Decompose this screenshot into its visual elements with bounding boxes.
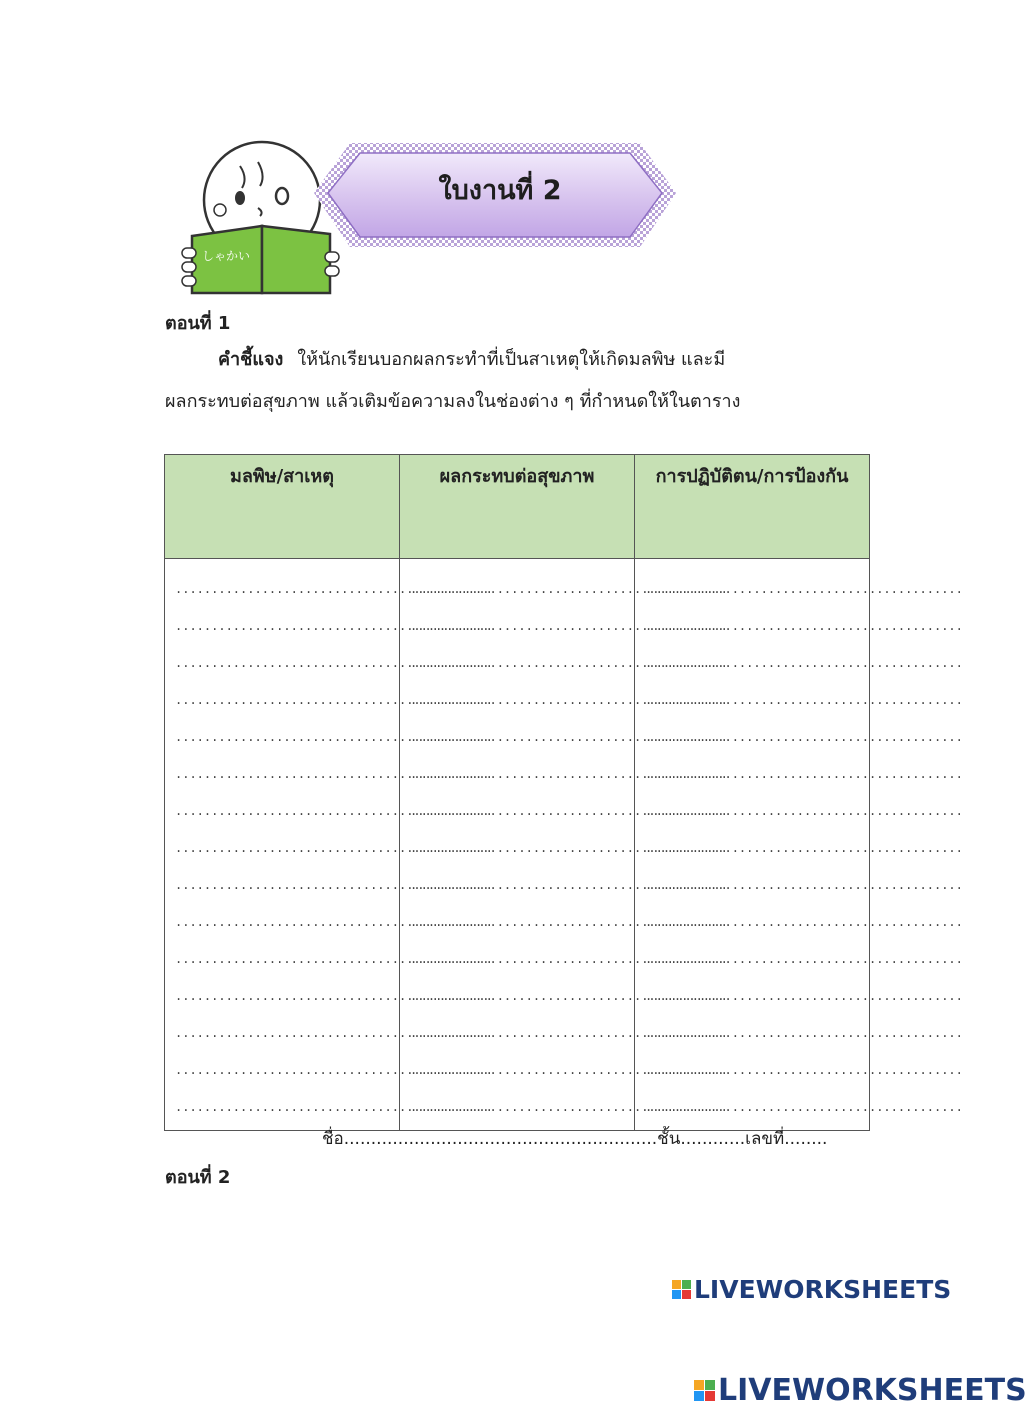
instruction-text-1: ให้นักเรียนบอกผลกระทำที่เป็นสาเหตุให้เกิดมลพิษ และมี	[297, 349, 726, 370]
dotted-answer-line[interactable]: ............................................	[645, 730, 963, 744]
liveworksheets-logo-icon	[672, 1280, 691, 1299]
dotted-answer-line[interactable]: ............................................	[410, 619, 728, 633]
answer-table	[164, 454, 963, 1131]
dotted-answer-line[interactable]: ............................................	[645, 767, 963, 781]
liveworksheets-logo	[672, 1275, 951, 1304]
dotted-lines	[645, 571, 963, 1126]
dotted-answer-line[interactable]: ............................................	[175, 693, 493, 707]
column-header-pollution-cause: มลพิษ/สาเหตุ	[165, 455, 400, 559]
dotted-lines	[410, 571, 728, 1126]
answer-cell-prevention[interactable]	[635, 559, 963, 1131]
answer-cell-health-impact[interactable]	[400, 559, 728, 1131]
dotted-answer-line[interactable]: ............................................	[410, 730, 728, 744]
liveworksheets-watermark	[694, 1373, 1027, 1408]
dotted-answer-line[interactable]: ............................................	[645, 989, 963, 1003]
dotted-answer-line[interactable]: ............................................	[645, 619, 963, 633]
dotted-answer-line[interactable]: ............................................	[645, 1100, 963, 1114]
answer-row	[165, 559, 870, 1131]
dotted-answer-line[interactable]: ............................................	[175, 730, 493, 744]
dotted-answer-line[interactable]: ............................................	[175, 915, 493, 929]
dotted-answer-line[interactable]: ............................................	[175, 841, 493, 855]
dotted-answer-line[interactable]: ............................................	[410, 693, 728, 707]
dotted-answer-line[interactable]: ............................................	[645, 656, 963, 670]
instruction-line-2: ผลกระทบต่อสุขภาพ แล้วเติมข้อความลงในช่องต่าง ๆ ที่กำหนดให้ในตาราง	[165, 391, 741, 412]
dotted-answer-line[interactable]: ............................................	[645, 693, 963, 707]
dotted-answer-line[interactable]: ............................................	[175, 804, 493, 818]
instruction-line-1	[218, 344, 725, 373]
column-header-prevention: การปฏิบัติตน/การป้องกัน	[635, 455, 870, 559]
dotted-answer-line[interactable]: ............................................	[410, 767, 728, 781]
dotted-answer-line[interactable]: ............................................	[175, 1063, 493, 1077]
part1-heading: ตอนที่ 1	[165, 313, 231, 334]
dotted-answer-line[interactable]: ............................................	[645, 915, 963, 929]
liveworksheets-logo-text: LIVEWORKSHEETS	[694, 1275, 952, 1304]
instruction-label: คำชี้แจง	[218, 349, 284, 370]
dotted-answer-line[interactable]: ............................................	[175, 1100, 493, 1114]
dotted-answer-line[interactable]: ............................................	[410, 915, 728, 929]
dotted-answer-line[interactable]: ............................................	[175, 582, 493, 596]
dotted-answer-line[interactable]: ............................................	[645, 841, 963, 855]
child-left-eye	[235, 191, 245, 205]
book-cover-text: しゃかい	[202, 249, 251, 263]
answer-cell-pollution-cause[interactable]	[165, 559, 493, 1131]
dotted-answer-line[interactable]: ............................................	[175, 952, 493, 966]
dotted-answer-line[interactable]: ............................................	[175, 656, 493, 670]
dotted-answer-line[interactable]: ............................................	[410, 878, 728, 892]
dotted-answer-line[interactable]: ............................................	[645, 582, 963, 596]
dotted-answer-line[interactable]: ............................................	[175, 619, 493, 633]
dotted-answer-line[interactable]: ............................................	[645, 804, 963, 818]
dotted-answer-line[interactable]: ............................................	[175, 767, 493, 781]
dotted-answer-line[interactable]: ............................................	[410, 804, 728, 818]
dotted-answer-line[interactable]: ............................................	[645, 952, 963, 966]
dotted-answer-line[interactable]: ............................................	[410, 841, 728, 855]
dotted-answer-line[interactable]: ............................................	[645, 1026, 963, 1040]
column-header-health-impact: ผลกระทบต่อสุขภาพ	[400, 455, 635, 559]
dotted-answer-line[interactable]: ............................................	[410, 1063, 728, 1077]
dotted-answer-line[interactable]: ............................................	[645, 878, 963, 892]
table-header-row	[165, 455, 870, 559]
dotted-answer-line[interactable]: ............................................	[175, 1026, 493, 1040]
dotted-answer-line[interactable]: ............................................	[645, 1063, 963, 1077]
dotted-answer-line[interactable]: ............................................	[410, 989, 728, 1003]
dotted-answer-line[interactable]: ............................................	[410, 656, 728, 670]
student-name-line: ชื่อ..........................................................ชั้น............เลขที่........	[322, 1129, 828, 1149]
dotted-answer-line[interactable]: ............................................	[175, 989, 493, 1003]
liveworksheets-watermark-icon	[694, 1380, 715, 1401]
part2-heading: ตอนที่ 2	[165, 1167, 231, 1188]
dotted-lines	[175, 571, 493, 1126]
dotted-answer-line[interactable]: ............................................	[410, 1026, 728, 1040]
liveworksheets-watermark-text: LIVEWORKSHEETS	[718, 1373, 1027, 1408]
dotted-answer-line[interactable]: ............................................	[175, 878, 493, 892]
dotted-answer-line[interactable]: ............................................	[410, 952, 728, 966]
dotted-answer-line[interactable]: ............................................	[410, 1100, 728, 1114]
dotted-answer-line[interactable]: ............................................	[410, 582, 728, 596]
worksheet-title: ใบงานที่ 2	[438, 175, 562, 206]
